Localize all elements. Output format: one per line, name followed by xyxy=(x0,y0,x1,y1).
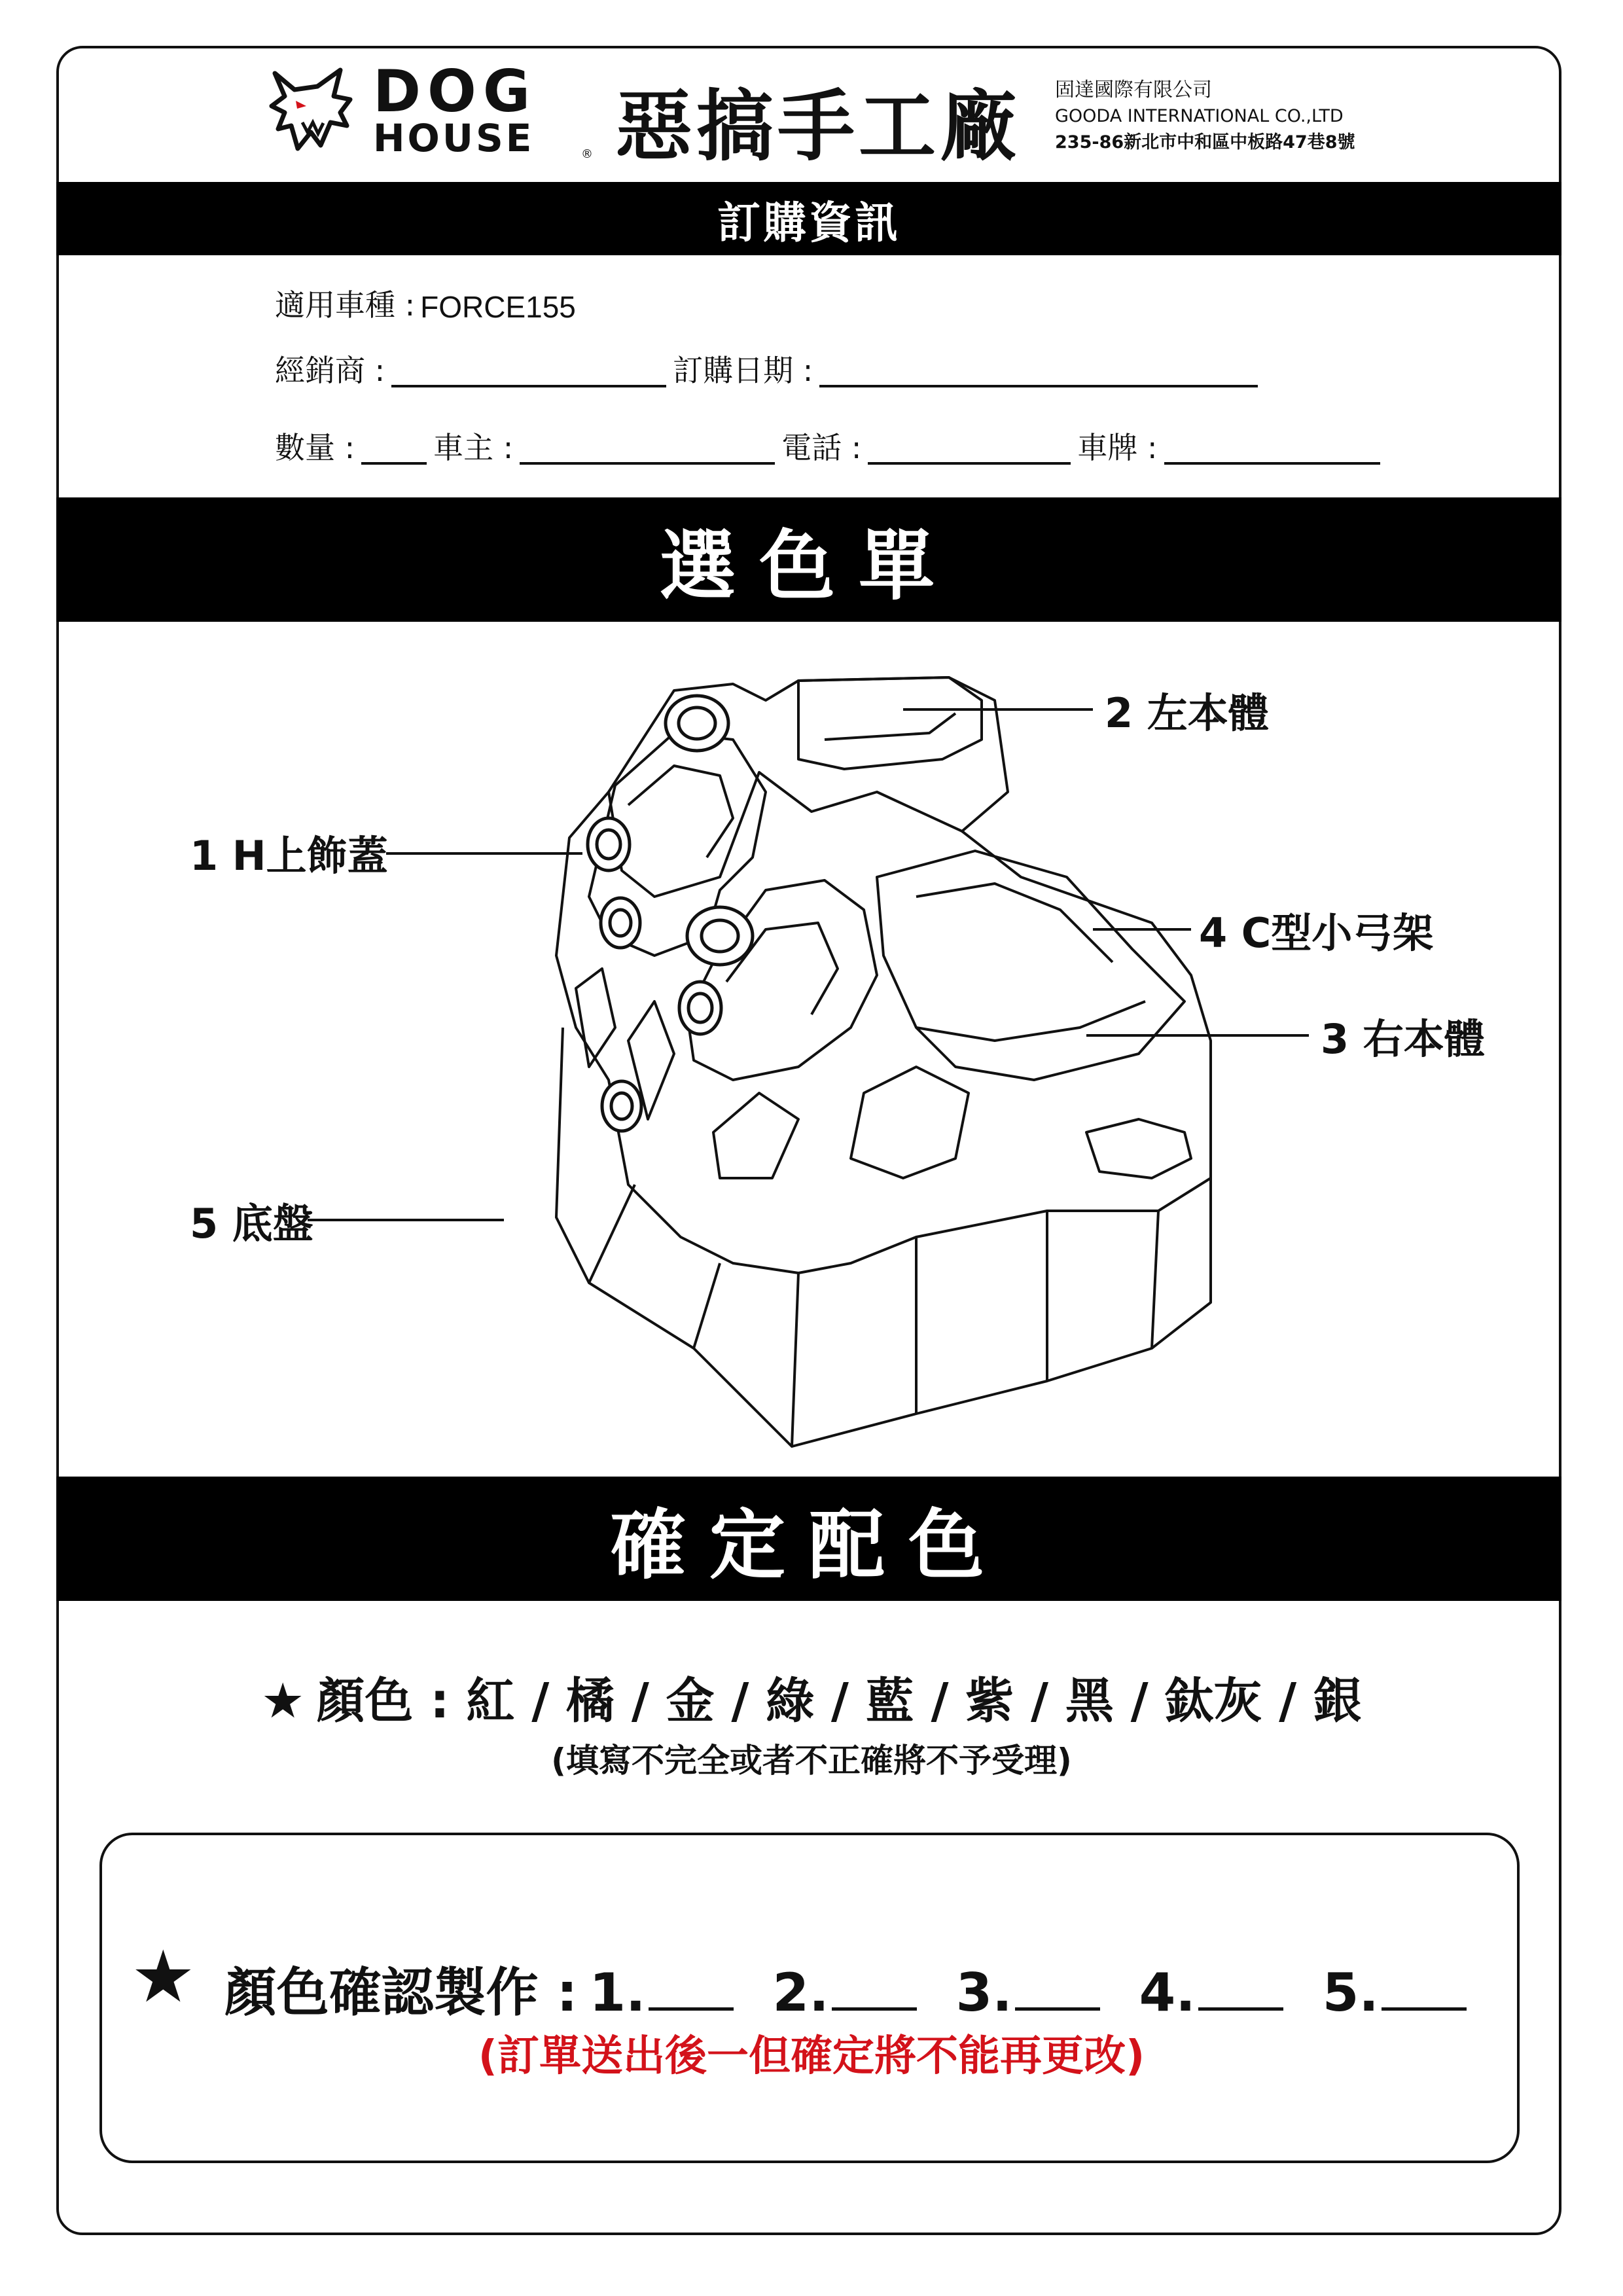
slot-1-label: 1. xyxy=(589,1962,646,2023)
owner-label: 車主 : xyxy=(433,430,514,465)
owner-row xyxy=(275,424,1387,467)
dog-head-logo xyxy=(268,60,360,158)
slot-5-label: 5. xyxy=(1322,1962,1379,2023)
slot-4-field[interactable] xyxy=(1198,1962,1283,2011)
leader-line-c-bracket xyxy=(1093,928,1191,931)
part-label-right-body: 3 右本體 xyxy=(1321,1015,1485,1063)
color-options-text: 顏色 : 紅 / 橘 / 金 / 綠 / 藍 / 紫 / 黑 / 鈦灰 / 銀 xyxy=(316,1673,1362,1729)
color-options xyxy=(0,1662,1623,1732)
company-name: 惡搞手工廠 xyxy=(615,81,1022,171)
confirm-row xyxy=(131,1935,1467,2028)
corp-chinese: 固達國際有限公司 xyxy=(1055,79,1212,101)
warning-text: (訂單送出後一但確定將不能再更改) xyxy=(478,2032,1145,2081)
part-label-chassis: 5 底盤 xyxy=(190,1200,313,1247)
slot-2-label: 2. xyxy=(772,1962,829,2023)
dealer-row xyxy=(275,347,1264,390)
model-value: FORCE155 xyxy=(420,290,576,324)
model-label: 適用車種 : xyxy=(275,287,416,323)
qty-label: 數量 : xyxy=(275,430,355,465)
star-icon: ★ xyxy=(131,1935,196,2018)
leader-line-right-body xyxy=(1086,1034,1309,1037)
slot-3-field[interactable] xyxy=(1015,1962,1100,2011)
part-diagram xyxy=(458,661,1243,1466)
corp-english: GOODA INTERNATIONAL CO.,LTD xyxy=(1055,106,1344,126)
date-label: 訂購日期 : xyxy=(673,353,813,388)
leader-line-h-cover xyxy=(386,852,582,855)
dealer-label: 經銷商 : xyxy=(275,353,385,388)
qty-field[interactable] xyxy=(361,432,427,465)
slot-2-field[interactable] xyxy=(832,1962,917,2011)
part-label-left-body: 2 左本體 xyxy=(1105,689,1269,737)
plate-label: 車牌 : xyxy=(1077,430,1158,465)
slot-1-field[interactable] xyxy=(649,1962,734,2011)
fill-note: (填寫不完全或者不正確將不予受理) xyxy=(551,1742,1072,1780)
phone-label: 電話 : xyxy=(781,430,862,465)
leader-line-chassis xyxy=(308,1219,504,1221)
owner-field[interactable] xyxy=(520,432,775,465)
date-field[interactable] xyxy=(819,355,1258,387)
phone-field[interactable] xyxy=(868,432,1071,465)
dealer-field[interactable] xyxy=(391,355,666,387)
color-sheet-title: 選色單 xyxy=(56,497,1561,622)
slot-4-label: 4. xyxy=(1139,1962,1196,2023)
order-info-title: 訂購資訊 xyxy=(56,182,1561,255)
leader-line-left-body xyxy=(903,708,1093,711)
part-label-c-bracket: 4 C型小弓架 xyxy=(1199,909,1434,957)
slot-5-field[interactable] xyxy=(1382,1962,1467,2011)
plate-field[interactable] xyxy=(1164,432,1380,465)
model-row xyxy=(275,281,576,325)
part-label-h-cover: 1 H上飾蓋 xyxy=(190,832,388,880)
corporate-info xyxy=(1055,77,1355,156)
slot-3-label: 3. xyxy=(955,1962,1012,2023)
star-icon: ★ xyxy=(261,1673,305,1729)
confirm-colors-title: 確定配色 xyxy=(56,1477,1561,1601)
confirm-label: 顏色確認製作 : xyxy=(224,1962,578,2023)
brand-wordmark: DOG HOUSE ® xyxy=(373,58,593,161)
corp-address: 235-86新北市中和區中板路47巷8號 xyxy=(1055,132,1355,152)
